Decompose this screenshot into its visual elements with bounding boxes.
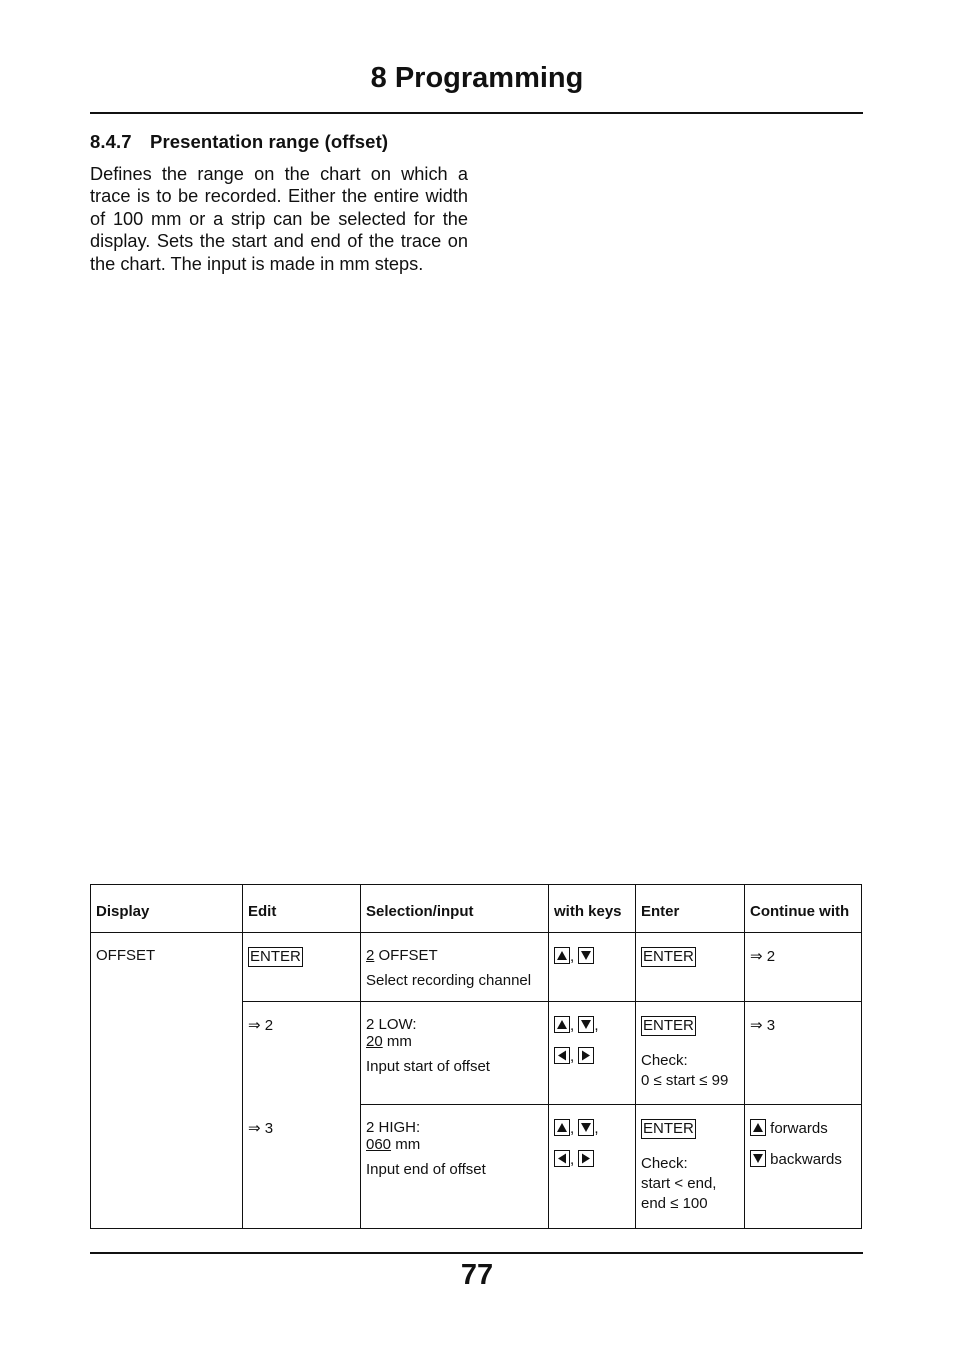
check-label: Check: <box>641 1155 688 1172</box>
down-arrow-key-icon <box>578 947 594 964</box>
enter-cell <box>636 1002 745 1105</box>
header-with-keys: with keys <box>549 885 636 933</box>
keys-cell: , <box>549 933 636 1002</box>
footer-rule <box>90 1252 863 1254</box>
right-arrow-key-icon <box>578 1047 594 1064</box>
continue-step: 3 <box>766 1017 776 1034</box>
up-arrow-key-icon <box>554 1016 570 1033</box>
check-condition: end ≤ 100 <box>641 1195 708 1212</box>
section-number: 8.4.7 <box>90 131 132 152</box>
left-arrow-key-icon <box>554 1047 570 1064</box>
down-arrow-key-icon <box>578 1016 594 1033</box>
continue-cell <box>745 1002 862 1105</box>
table-header-row <box>91 885 862 933</box>
selection-value: 060 <box>366 1136 392 1153</box>
enter-cell <box>636 933 745 1002</box>
header-edit: Edit <box>243 885 361 933</box>
selection-value: 2 <box>366 947 375 964</box>
selection-value: 20 <box>366 1033 383 1050</box>
continue-cell <box>745 1105 862 1229</box>
double-arrow-icon: ⇒ <box>750 1017 763 1034</box>
header-display: Display <box>91 885 243 933</box>
double-arrow-icon: ⇒ <box>248 1017 261 1034</box>
selection-cell <box>361 1105 549 1229</box>
edit-cell <box>243 933 361 1002</box>
edit-cell <box>243 1002 361 1105</box>
check-condition: start < end, <box>641 1175 717 1192</box>
selection-description: Select recording channel <box>366 972 532 989</box>
display-cell <box>91 933 243 1229</box>
up-arrow-key-icon <box>554 1119 570 1136</box>
programming-table <box>90 884 862 1229</box>
continue-step: 2 <box>766 948 776 965</box>
selection-cell <box>361 933 549 1002</box>
selection-text: OFFSET <box>378 947 438 964</box>
enter-key: ENTER <box>643 1120 694 1137</box>
continue-backwards: backwards <box>770 1151 842 1168</box>
edit-step: 2 <box>264 1017 274 1034</box>
selection-cell <box>361 1002 549 1105</box>
check-label: Check: <box>641 1052 688 1069</box>
header-rule <box>90 112 863 114</box>
up-arrow-key-icon <box>750 1119 766 1136</box>
keys-cell: , , , <box>549 1105 636 1229</box>
header-selection-input: Selection/input <box>361 885 549 933</box>
selection-unit: mm <box>386 1033 412 1050</box>
enter-key: ENTER <box>643 1017 694 1034</box>
enter-key: ENTER <box>643 948 694 965</box>
section-heading <box>90 131 388 153</box>
selection-description: Input start of offset <box>366 1058 490 1075</box>
check-condition: 0 ≤ start ≤ 99 <box>641 1072 729 1089</box>
right-arrow-key-icon <box>578 1150 594 1167</box>
keys-cell: , , , <box>549 1002 636 1105</box>
edit-step: 3 <box>264 1119 274 1137</box>
table-row <box>91 933 862 1002</box>
continue-cell <box>745 933 862 1002</box>
edit-cell <box>243 1105 361 1229</box>
down-arrow-key-icon <box>750 1150 766 1167</box>
header-enter: Enter <box>636 885 745 933</box>
selection-line: 2 HIGH: <box>366 1119 421 1136</box>
selection-description: Input end of offset <box>366 1161 486 1178</box>
enter-cell <box>636 1105 745 1229</box>
selection-line: 2 LOW: <box>366 1016 417 1033</box>
page-number: 77 <box>460 1259 494 1291</box>
section-title: Presentation range (offset) <box>150 131 389 152</box>
display-value: OFFSET <box>96 947 156 964</box>
down-arrow-key-icon <box>578 1119 594 1136</box>
enter-key: ENTER <box>250 948 301 965</box>
selection-unit: mm <box>395 1136 421 1153</box>
double-arrow-icon: ⇒ <box>750 948 763 965</box>
header-continue-with: Continue with <box>745 885 862 933</box>
chapter-title: 8 Programming <box>370 62 584 94</box>
up-arrow-key-icon <box>554 947 570 964</box>
continue-forwards: forwards <box>770 1120 828 1137</box>
left-arrow-key-icon <box>554 1150 570 1167</box>
double-arrow-icon: ⇒ <box>248 1119 261 1137</box>
section-body: Defines the range on the chart on which a trace is to be recorded. Either the entire width of 100 mm or a strip can be selected for the display. Sets the start and end of the trace on the chart. The input is made in mm steps. <box>90 164 468 274</box>
